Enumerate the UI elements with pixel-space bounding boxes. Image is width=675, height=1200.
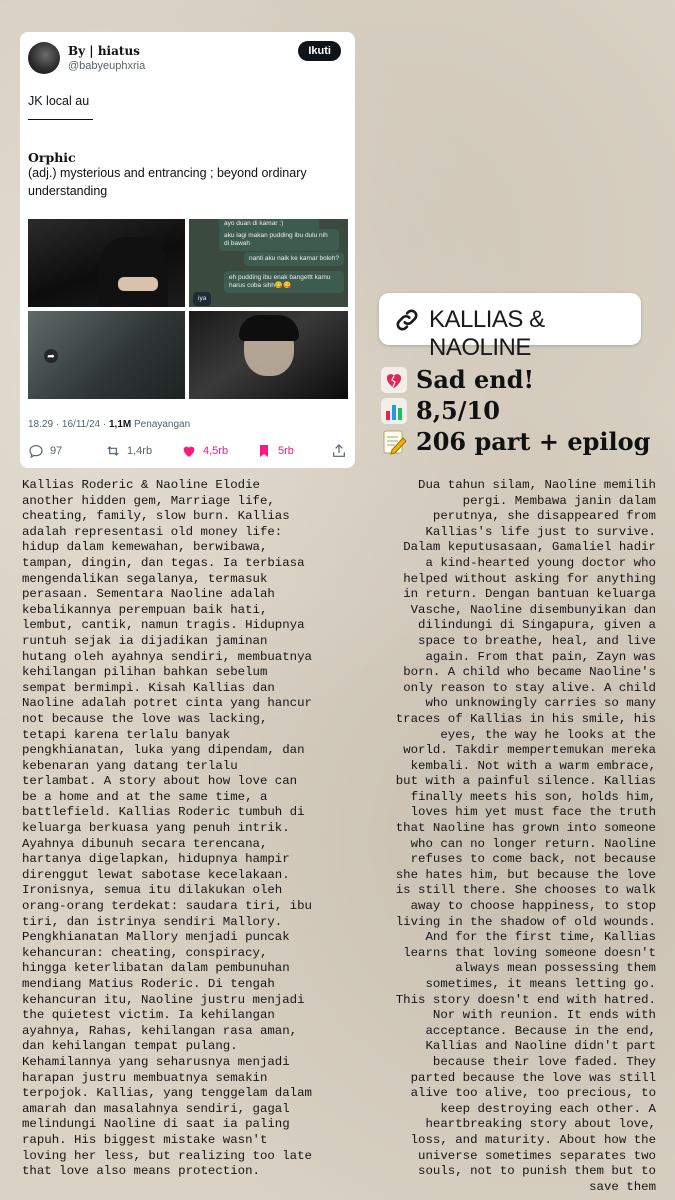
photo-suit[interactable] bbox=[28, 219, 185, 307]
rating-label: 8,5/10 bbox=[416, 396, 500, 425]
suit-figure bbox=[98, 237, 168, 307]
chat-bubble: aku lagi makan pudding ibu dulu nih di bawah bbox=[219, 229, 339, 251]
view-count: 1,1M bbox=[108, 419, 132, 430]
like-button[interactable] bbox=[181, 443, 228, 459]
photo-portrait[interactable] bbox=[189, 311, 348, 399]
share-arrow-icon[interactable]: ➦ bbox=[44, 349, 58, 363]
tweet-text: JK local au bbox=[28, 94, 90, 108]
title-link-sticker[interactable] bbox=[379, 293, 641, 361]
reply-icon bbox=[28, 443, 44, 459]
follow-button[interactable]: Ikuti bbox=[298, 41, 341, 61]
action-bar bbox=[28, 443, 348, 461]
chat-bubble: eh pudding ibu enak bangettt kamu harus coba sihh😋😋 bbox=[224, 271, 344, 293]
photo-couple[interactable] bbox=[28, 311, 185, 399]
photo-chat[interactable] bbox=[189, 219, 348, 307]
reply-count: 97 bbox=[50, 445, 63, 457]
bar-chart-icon bbox=[380, 397, 408, 425]
author-handle[interactable]: @babyeuphxria bbox=[68, 60, 146, 72]
repost-icon bbox=[105, 443, 121, 459]
tweet-card[interactable] bbox=[20, 32, 355, 468]
like-count: 4,5rb bbox=[203, 445, 229, 457]
repost-count: 1,4rb bbox=[127, 445, 153, 457]
tweet-timestamp: 18.29 · 16/11/24 · bbox=[28, 419, 109, 430]
views-label: Penayangan bbox=[131, 419, 191, 430]
media-grid[interactable] bbox=[28, 219, 348, 399]
parts-label: 206 part + epilog bbox=[416, 427, 651, 456]
tweet-meta bbox=[28, 419, 190, 430]
broken-heart-icon bbox=[380, 366, 408, 394]
share-icon bbox=[331, 443, 347, 459]
link-icon bbox=[393, 306, 421, 334]
divider bbox=[28, 119, 93, 120]
bookmark-button[interactable] bbox=[256, 443, 294, 459]
definition-word: Orphic bbox=[28, 150, 76, 165]
hands-figure bbox=[118, 277, 158, 291]
chat-bubble: nanti aku naik ke kamar boleh? bbox=[244, 252, 344, 266]
story-title: KALLIAS & NAOLINE bbox=[429, 306, 545, 361]
share-button[interactable] bbox=[331, 443, 347, 459]
chat-bubble: iya bbox=[193, 292, 211, 306]
repost-button[interactable] bbox=[105, 443, 152, 459]
definition-text: (adj.) mysterious and entrancing ; beyond ordinary understanding bbox=[28, 166, 307, 198]
stat-parts bbox=[380, 427, 650, 456]
stat-rating bbox=[380, 396, 500, 425]
ending-label: Sad end! bbox=[416, 365, 535, 394]
stat-ending bbox=[380, 365, 534, 394]
chat-bubble: ayo duan di kamar :) bbox=[219, 219, 319, 231]
reply-button[interactable] bbox=[28, 443, 62, 459]
memo-icon bbox=[380, 428, 408, 456]
synopsis-left: Kallias Roderic & Naoline Elodie another hidden gem, Marriage life, cheating, family, slow burn. Kallias adalah representasi old money life: hidup dalam kemewahan, berwibawa, tampan, dingin, dan tegas. Ia terbiasa mengendalikan segalanya, termasuk perasaan. Sementara Naoline adalah kebalikannya perempuan baik hati, lembut, cantik, namun tragis. Hidupnya runtuh sejak ia dijadikan jaminan hutang oleh ayahnya sendiri, membuatnya kehilangan pilihan bahkan sebelum sempat bermimpi. Kisah Kallias dan Naoline adalah potret cinta yang hancur not because the love was lacking, tetapi karena terlalu banyak pengkhianatan, luka yang dipendam, dan kebenaran yang datang terlalu terlambat. A story about how love can be a home and at the same time, a battlefield. Kallias Roderic tumbuh di keluarga berkuasa yang penuh intrik. Ayahnya dibunuh secara terencana, hartanya digelapkan, hidupnya hampir direnggut lewat sabotase kecelakaan. Ironisnya, semua itu dilakukan oleh orang-orang terdekat: saudara tiri, ibu tiri, dan istrinya sendiri Mallory. Pengkhianatan Mallory menjadi puncak kehancuran: cheating, conspiracy, hingga keterlibatan dalam pembunuhan mendiang Matius Roderic. Di tengah kehancuran itu, Naoline justru menjadi the quietest victim. Ia kehilangan ayahnya, Rahas, kehilangan rasa aman, dan kehilangan tempat pulang. Kehamilannya yang seharusnya menjadi harapan justru membuatnya semakin terpojok. Kallias, yang tenggelam dalam amarah dan masalahnya sendiri, gagal melindungi Naoline di saat ia paling rapuh. His biggest mistake wasn't loving her less, but realizing too late that love also means protection. bbox=[22, 478, 312, 1179]
hair-figure bbox=[239, 315, 299, 341]
heart-icon bbox=[181, 443, 197, 459]
bookmark-icon bbox=[256, 443, 272, 459]
author-name[interactable]: By | hiatus bbox=[68, 44, 140, 58]
avatar[interactable] bbox=[28, 42, 60, 74]
bookmark-count: 5rb bbox=[278, 445, 294, 457]
synopsis-right: Dua tahun silam, Naoline memilih pergi. Membawa janin dalam perutnya, she disappeared from Kallias's life just to survive. Dalam keputusasaan, Gamaliel hadir a kind-hearted young doctor who helped without asking for anything in return. Dengan bantuan keluarga Vasche, Naoline disembunyikan dan dilindungi di Singapura, given a space to breathe, heal, and live again. From that pain, Zayn was born. A child who became Naoline's only reason to stay alive. A child who unknowingly carries so many traces of Kallias in his smile, his eyes, the way he looks at the world. Takdir mempertemukan mereka kembali. Not with a warm embrace, but with a painful silence. Kallias finally meets his son, holds him, loves him yet must face the truth that Naoline has grown into someone who can no longer return. Naoline refuses to come back, not because she hates him, but because the love is still there. She chooses to walk away to choose happiness, to stop living in the shadow of old wounds. And for the first time, Kallias learns that loving someone doesn't always mean possessing them sometimes, it means letting go. This story doesn't end with hatred. Nor with reunion. It ends with acceptance. Because in the end, Kallias and Naoline didn't part because their love faded. They parted because the love was still alive too alive, too precious, to keep destroying each other. A heartbreaking story about love, loss, and maturity. About how the universe sometimes separates two souls, not to punish them but to save them bbox=[395, 478, 656, 1194]
